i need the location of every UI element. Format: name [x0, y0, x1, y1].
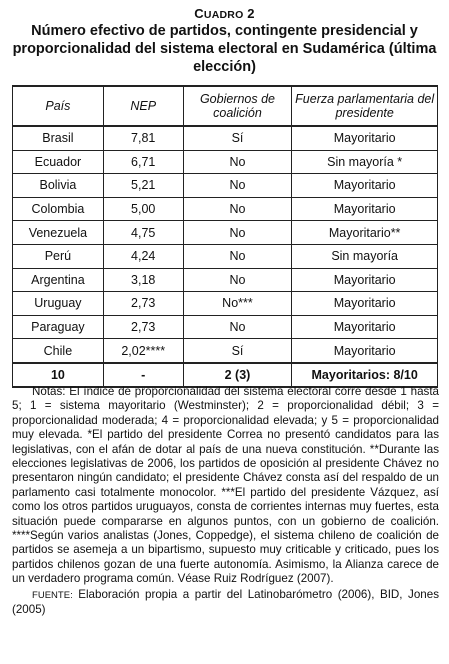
- cell-pais: Colombia: [13, 197, 104, 221]
- cell-pais: Uruguay: [13, 292, 104, 316]
- cell-pais: Brasil: [13, 126, 104, 150]
- cell-coalicion: No: [183, 174, 292, 198]
- cell-coalicion: Sí: [183, 126, 292, 150]
- cell-pais: Ecuador: [13, 150, 104, 174]
- cell-nep: 3,18: [103, 268, 183, 292]
- cell-nep: 5,00: [103, 197, 183, 221]
- table-header-row: [13, 86, 438, 126]
- cell-nep: 5,21: [103, 174, 183, 198]
- table-row: [13, 292, 438, 316]
- table-row: [13, 197, 438, 221]
- table-row: [13, 150, 438, 174]
- cell-fuerza: Mayoritario: [292, 268, 438, 292]
- source-note: [12, 588, 439, 618]
- cell-nep: 6,71: [103, 150, 183, 174]
- cell-pais: Perú: [13, 244, 104, 268]
- table-total-row: [13, 363, 438, 387]
- cell-fuerza: Sin mayoría: [292, 244, 438, 268]
- table-row: [13, 315, 438, 339]
- cell-coalicion: No: [183, 221, 292, 245]
- column-header-coalicion: Gobiernos de coalición: [183, 86, 292, 126]
- cell-nep: 4,24: [103, 244, 183, 268]
- cell-fuerza: Mayoritario**: [292, 221, 438, 245]
- table-row: [13, 174, 438, 198]
- table-label: CUADRO 2: [194, 6, 255, 21]
- column-header-nep: NEP: [103, 86, 183, 126]
- cell-fuerza: Mayoritario: [292, 174, 438, 198]
- cell-pais: Bolivia: [13, 174, 104, 198]
- cell-nep: 2,73: [103, 315, 183, 339]
- cell-coalicion: No: [183, 268, 292, 292]
- cell-coalicion: No***: [183, 292, 292, 316]
- notes-text: Notas: El índice de proporcionalidad del sistema electoral corre desde 1 hasta 5; 1 = sistema mayoritario (Westminster); 2 = proporcionalidad débil; 3 = proporcionalidad moderada; 4 = proporcionalidad elevada; y 5 = proporcionalidad muy elevada. *El partido del presidente Correa no presentó candidatos para las legislativas, con el afán de dotar al país de una nueva constitución. **Durante las elecciones legislativas de 2006, los partidos de oposición al presidente Chávez no presentaron ningún candidato; el presidente Chávez consta así del respaldo de un parlamento casi totalmente monocolor. ***El partido del presidente Vázquez, así como los otros partidos uruguayos, consta de corrientes internas muy fuertes, esta situación puede compararse en algunos puntos, con un gobierno de coalición. ****Según varios analistas (Jones, Coppedge), el sistema chileno de coalición de partidos se asemeja a un bipartismo, supuesto muy criticable y criticado, pues los partidos chilenos gozan de una fuerte autonomía. Asimismo, la Alianza carece de un verdadero programa común. Véase Ruiz Rodríguez (2007).: [12, 385, 439, 586]
- cell-fuerza: Mayoritario: [292, 126, 438, 150]
- cell-nep: 2,02****: [103, 339, 183, 363]
- cell-pais: Chile: [13, 339, 104, 363]
- source-label: FUENTE:: [32, 589, 73, 601]
- cell-pais: Argentina: [13, 268, 104, 292]
- total-cell-fuerza: Mayoritarios: 8/10: [292, 363, 438, 387]
- data-table: [12, 85, 438, 388]
- cell-fuerza: Mayoritario: [292, 292, 438, 316]
- cell-coalicion: No: [183, 150, 292, 174]
- table-title: Número efectivo de partidos, contingente presidencial y proporcionalidad del sistema electoral en Sudamérica (última elección): [12, 23, 437, 75]
- cell-nep: 4,75: [103, 221, 183, 245]
- total-cell-pais: 10: [13, 363, 104, 387]
- column-header-fuerza: Fuerza parlamentaria del presidente: [292, 86, 438, 126]
- table-row: [13, 244, 438, 268]
- column-header-pais: País: [13, 86, 104, 126]
- total-cell-coalicion: 2 (3): [183, 363, 292, 387]
- cell-coalicion: No: [183, 197, 292, 221]
- cell-coalicion: Sí: [183, 339, 292, 363]
- cell-coalicion: No: [183, 244, 292, 268]
- cell-pais: Venezuela: [13, 221, 104, 245]
- total-cell-nep: -: [103, 363, 183, 387]
- cell-fuerza: Mayoritario: [292, 197, 438, 221]
- notes-section: [12, 385, 439, 618]
- table-row: [13, 268, 438, 292]
- cell-fuerza: Mayoritario: [292, 339, 438, 363]
- cell-nep: 7,81: [103, 126, 183, 150]
- cell-coalicion: No: [183, 315, 292, 339]
- source-text: Elaboración propia a partir del Latinobarómetro (2006), BID, Jones (2005): [12, 587, 439, 617]
- cell-nep: 2,73: [103, 292, 183, 316]
- cell-fuerza: Mayoritario: [292, 315, 438, 339]
- table-row: [13, 221, 438, 245]
- cell-pais: Paraguay: [13, 315, 104, 339]
- cell-fuerza: Sin mayoría *: [292, 150, 438, 174]
- table-row: [13, 126, 438, 150]
- table-row: [13, 339, 438, 363]
